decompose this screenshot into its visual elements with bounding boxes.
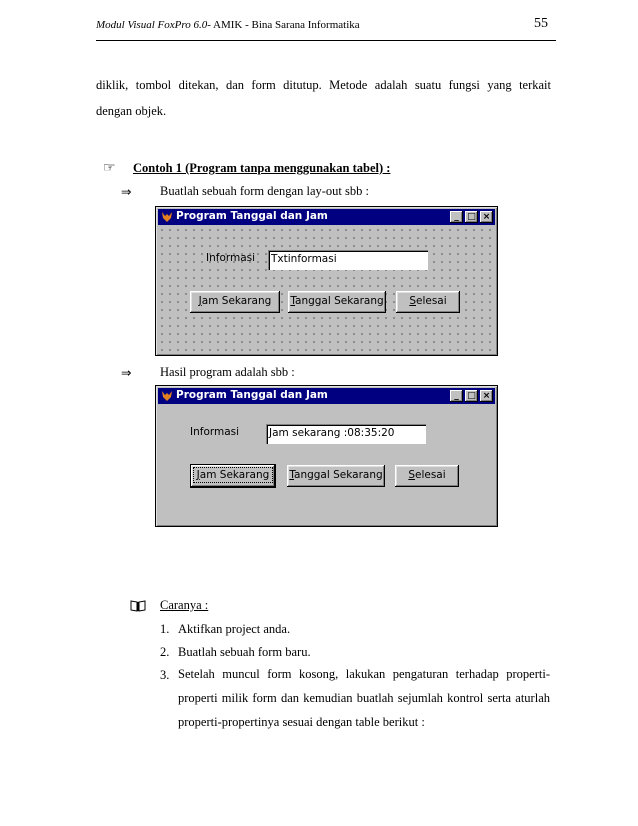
jam-sekarang-button[interactable]: Jam Sekarang — [190, 291, 280, 313]
info-label: Informasi — [190, 426, 240, 438]
page-number: 55 — [534, 16, 548, 31]
title-bar — [158, 209, 495, 225]
selesai-button[interactable]: Selesai — [395, 465, 459, 487]
book-icon — [130, 600, 146, 612]
close-icon[interactable]: × — [480, 390, 493, 402]
result-form-window — [155, 385, 498, 527]
step-number: 3. — [160, 668, 170, 682]
maximize-icon[interactable]: □ — [465, 390, 478, 402]
selesai-button[interactable]: Selesai — [396, 291, 460, 313]
step-text: Aktifkan project anda. — [178, 622, 291, 636]
header-title: Modul Visual FoxPro 6.0- AMIK - Bina Sarana Informatika — [96, 19, 360, 31]
form-grid — [158, 226, 495, 353]
window-title: Program Tanggal dan Jam — [176, 210, 328, 222]
info-textbox[interactable]: Txtinformasi — [268, 250, 428, 270]
title-bar — [158, 388, 495, 404]
arrow-icon: ⇒ — [121, 366, 132, 380]
intro-paragraph — [96, 72, 551, 124]
howto-title: Caranya : — [160, 598, 209, 612]
design-form-window — [155, 206, 498, 356]
maximize-icon[interactable]: □ — [465, 211, 478, 223]
intro-line: diklik, tombol ditekan, dan form ditutup. Metode adalah suatu fungsi yang terkait — [96, 78, 551, 92]
step-number: 2. — [160, 645, 170, 659]
step-number: 1. — [160, 622, 170, 636]
fox-icon — [161, 211, 173, 223]
pointing-hand-icon: ☞ — [103, 161, 116, 176]
step-text: Buatlah sebuah form baru. — [178, 645, 311, 659]
step-layout-text: Buatlah sebuah form dengan lay-out sbb : — [160, 184, 369, 198]
tanggal-sekarang-button[interactable]: Tanggal Sekarang — [287, 465, 385, 487]
tanggal-sekarang-button[interactable]: Tanggal Sekarang — [288, 291, 386, 313]
close-icon[interactable]: × — [480, 211, 493, 223]
step-3-text: Setelah muncul form kosong, lakukan pengaturan terhadap properti- properti milik form dan kemudian buatlah sejumlah kontrol serta aturlah properti-propertinya sesuai dengan table berikut : — [178, 667, 550, 729]
info-textbox[interactable]: Jam sekarang :08:35:20 — [266, 424, 426, 444]
info-label: Informasi — [206, 252, 256, 264]
window-title: Program Tanggal dan Jam — [176, 389, 328, 401]
minimize-icon[interactable]: _ — [450, 390, 463, 402]
intro-line: dengan objek. — [96, 104, 167, 118]
fox-icon — [161, 390, 173, 402]
page-header — [96, 16, 556, 41]
arrow-icon: ⇒ — [121, 185, 132, 199]
example-title: Contoh 1 (Program tanpa menggunakan tabel) : — [133, 161, 391, 175]
step-result-text: Hasil program adalah sbb : — [160, 365, 295, 379]
minimize-icon[interactable]: _ — [450, 211, 463, 223]
jam-sekarang-button[interactable]: Jam Sekarang — [191, 465, 275, 487]
